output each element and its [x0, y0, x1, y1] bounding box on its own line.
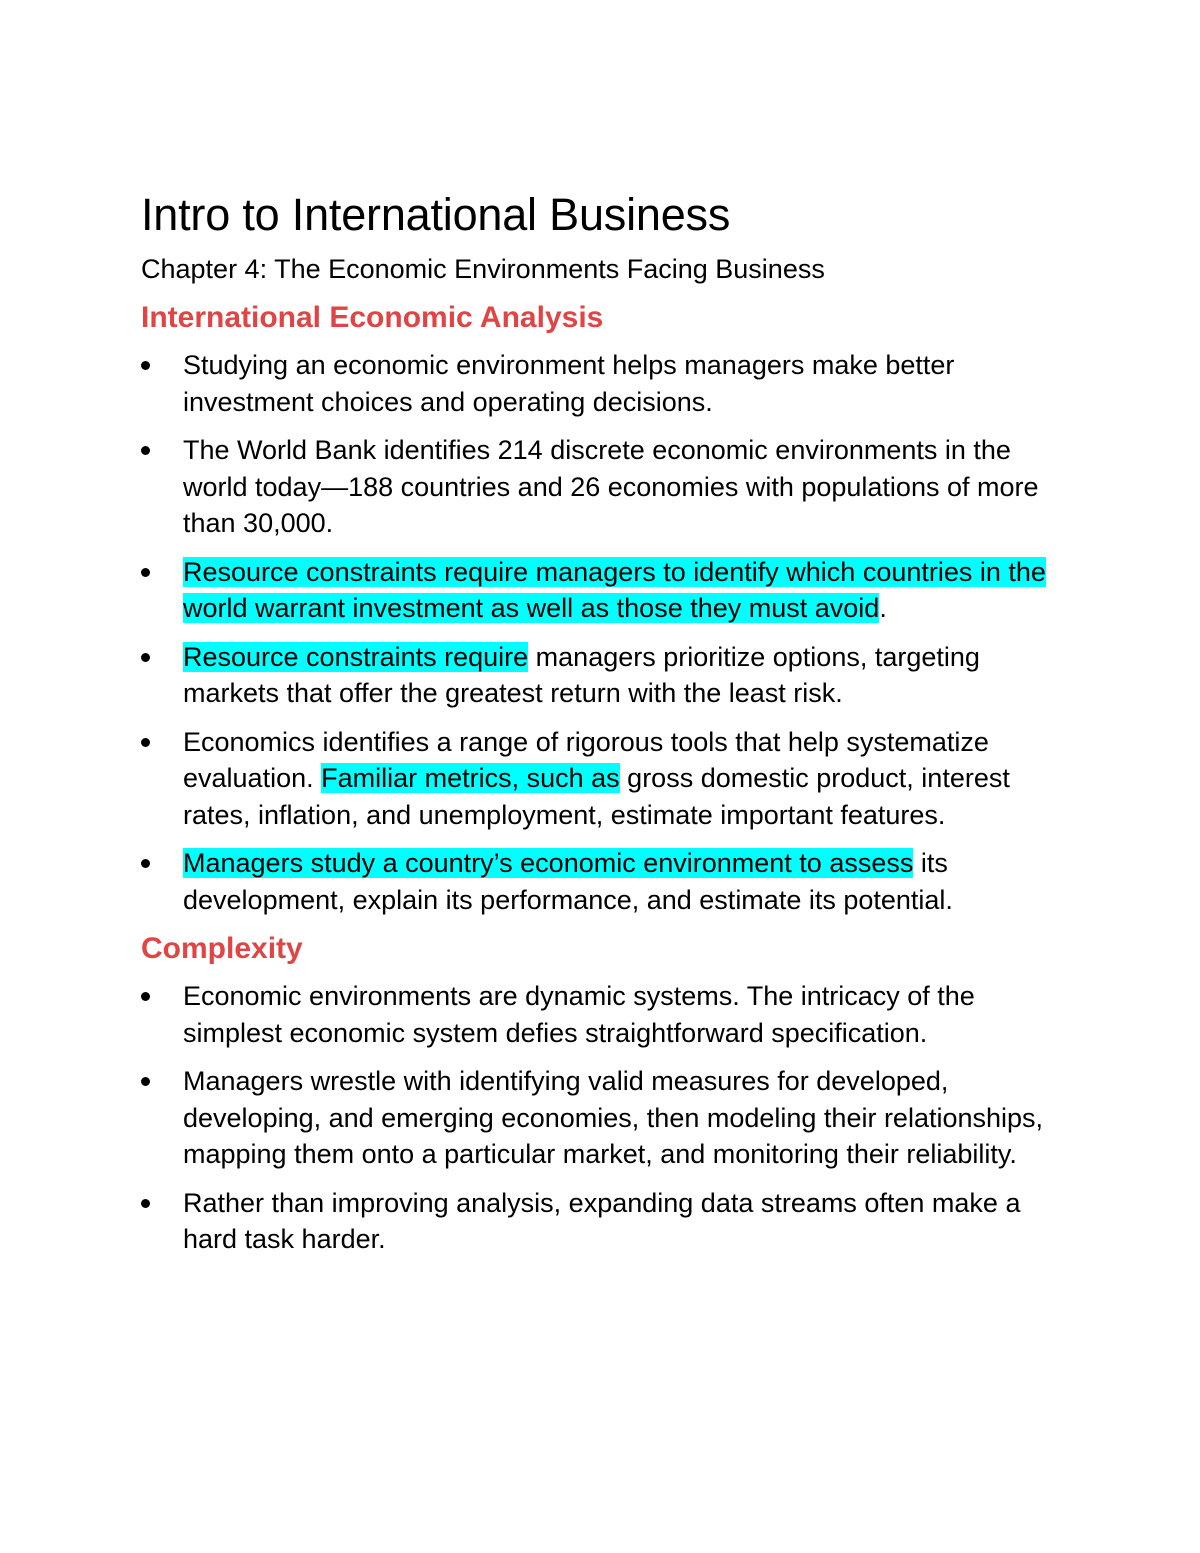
highlighted-text: Managers study a country’s economic environment to assess	[183, 848, 914, 878]
bullet-dot-icon	[141, 568, 150, 577]
highlighted-text: Familiar metrics, such as	[321, 763, 620, 793]
bullet-text: .	[879, 593, 887, 623]
bullet-dot-icon	[141, 992, 150, 1001]
bullet-list	[141, 347, 1080, 918]
bullet-text: Managers wrestle with identifying valid measures for developed, developing, and emerging economies, then modeling their relationships, mapping them onto a particular market, and monitoring their reliability.	[183, 1066, 1044, 1169]
bullet-item	[141, 1063, 1063, 1173]
bullet-dot-icon	[141, 1077, 150, 1086]
bullet-item	[141, 724, 1063, 834]
bullet-text: managers prioritize options, targeting markets that offer the greatest return with the least risk.	[183, 641, 980, 708]
bullet-text: Economics identifies a range of rigorous tools that help systematize evaluation.	[183, 726, 989, 793]
bullet-item	[141, 978, 1063, 1051]
document-title: Intro to International Business	[141, 189, 731, 240]
bullet-text: Studying an economic environment helps managers make better investment choices and operating decisions.	[183, 350, 955, 417]
highlighted-text: Resource constraints require	[183, 641, 529, 672]
bullet-dot-icon	[141, 1199, 150, 1208]
bullet-dot-icon	[141, 738, 150, 747]
bullet-item	[141, 1185, 1063, 1258]
bullet-item	[141, 639, 1063, 712]
bullet-item	[141, 432, 1063, 542]
section-heading: Complexity	[141, 932, 303, 965]
bullet-text: Economic environments are dynamic systems. The intricacy of the simplest economic system defies straightforward specification.	[183, 981, 975, 1048]
bullet-item	[141, 347, 1063, 420]
bullet-dot-icon	[141, 361, 150, 370]
bullet-text: Rather than improving analysis, expanding data streams often make a hard task harder.	[183, 1187, 1021, 1254]
bullet-dot-icon	[141, 446, 150, 455]
bullet-item	[141, 554, 1063, 627]
bullet-text: The World Bank identifies 214 discrete economic environments in the world today—188 countries and 26 economies with populations of more than 30,000.	[183, 435, 1039, 538]
bullet-dot-icon	[141, 653, 150, 662]
document-body	[141, 299, 1080, 1258]
highlighted-text: Resource constraints require managers to identify which countries in the world warrant investment as well as those they must avoid	[183, 556, 1046, 623]
chapter-subtitle: Chapter 4: The Economic Environments Facing Business	[141, 254, 825, 284]
bullet-text: its development, explain its performance, and estimate its potential.	[183, 848, 953, 915]
bullet-dot-icon	[141, 859, 150, 868]
section-heading: International Economic Analysis	[141, 301, 604, 334]
bullet-item	[141, 845, 1063, 918]
bullet-list	[141, 978, 1080, 1258]
bullet-text: gross domestic product, interest rates, inflation, and unemployment, estimate important features.	[183, 763, 1010, 830]
